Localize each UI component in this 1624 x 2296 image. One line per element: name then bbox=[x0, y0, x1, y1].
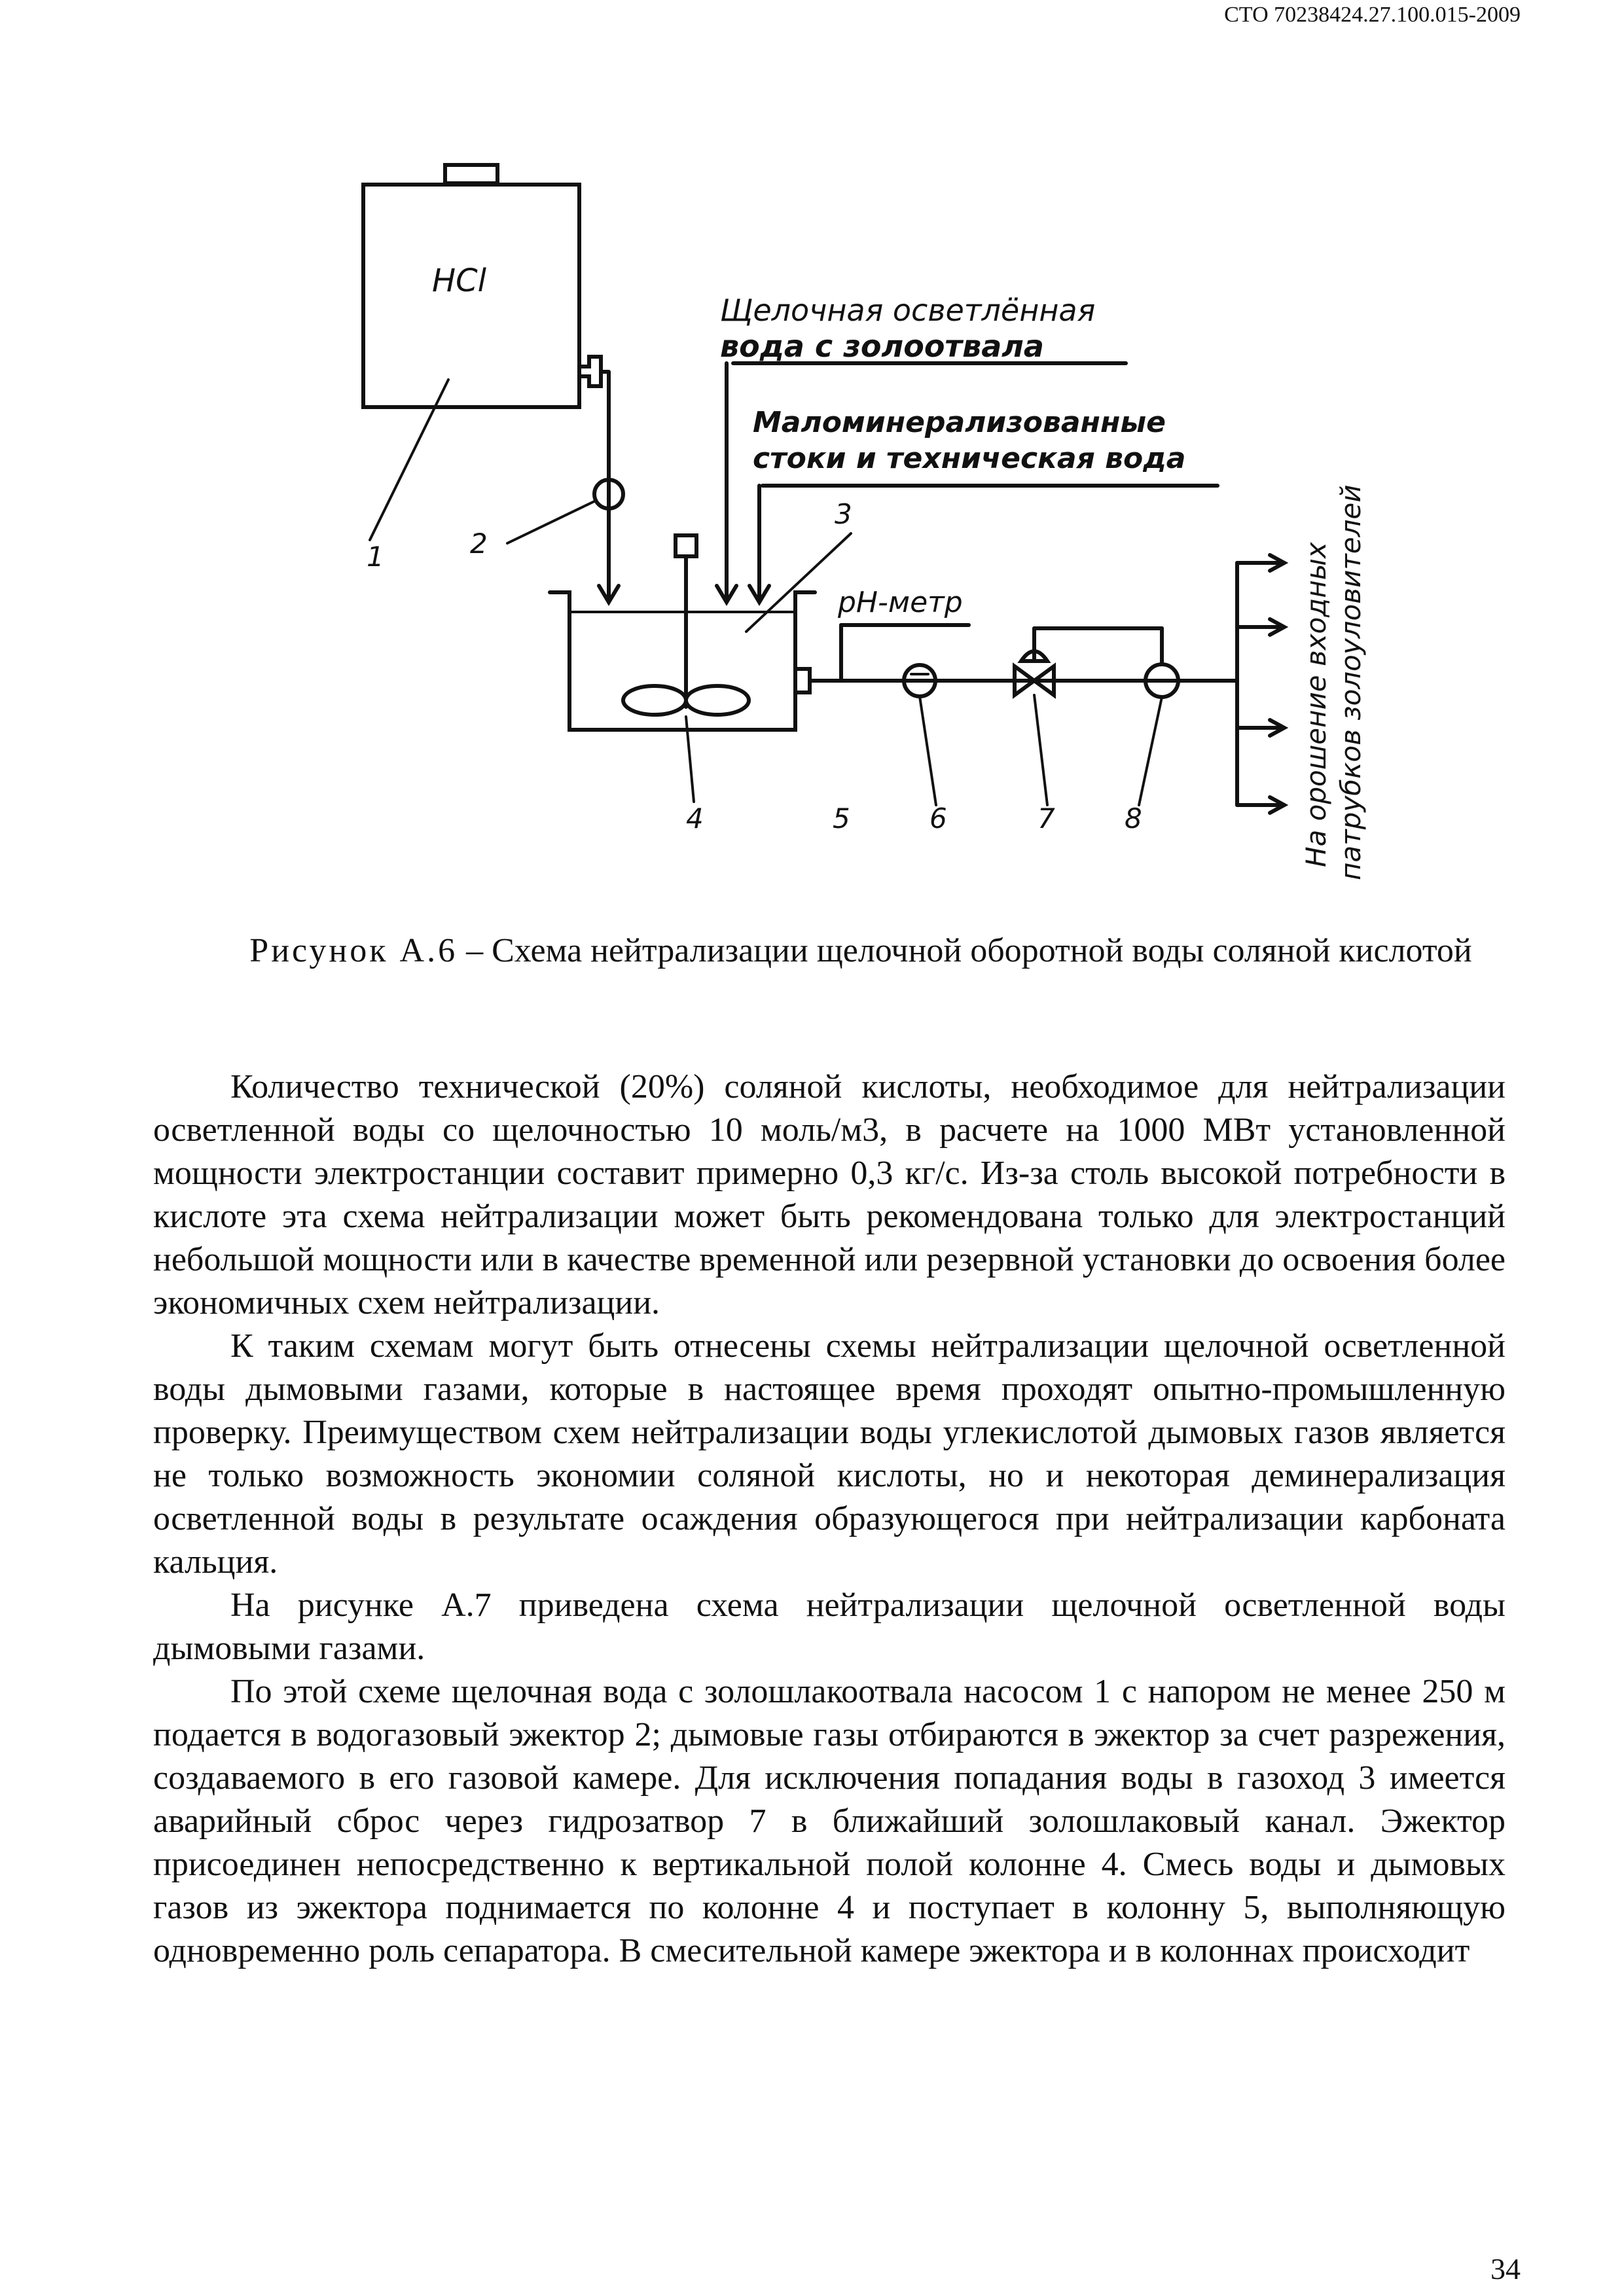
callout-7: 7 bbox=[1038, 802, 1055, 834]
paragraph-3: На рисунке А.7 приведена схема нейтрализации щелочной осветленной воды дымовыми газами. bbox=[153, 1587, 1506, 1667]
outlet-label-1: На орошение входных bbox=[1300, 542, 1332, 867]
callout-3: 3 bbox=[835, 498, 852, 530]
callout-5: 5 bbox=[833, 802, 850, 834]
figure-caption bbox=[209, 929, 1512, 973]
callout-6: 6 bbox=[929, 802, 947, 834]
paragraph-4: По этой схеме щелочная вода с золошлакоотвала насосом 1 с напором не менее 250 м подается в водогазовый эжектор 2; дымовые газы отбираются в эжектор за счет разрежения, создаваемого в его газовой камере. Для исключения попадания воды в газоход 3 имеется аварийный сброс через гидрозатвор 7 в ближайший золошлаковый канал. Эжектор присоединен непосредственно к вертикальной полой колонне 4. Смесь воды и дымовых газов из эжектора поднимается по колонне 4 и поступает в колонну 5, выполняющую одновременно роль сепаратора. В смесительной камере эжектора и в колоннах происходит bbox=[153, 1673, 1506, 1969]
figure-caption-lead: Рисунок А.6 bbox=[249, 932, 458, 969]
callout-2: 2 bbox=[470, 528, 488, 560]
neutralization-scheme-figure bbox=[0, 0, 1624, 936]
figure-caption-text: – Схема нейтрализации щелочной оборотной воды соляной кислотой bbox=[458, 932, 1472, 969]
paragraph-2: К таким схемам могут быть отнесены схемы нейтрализации щелочной осветленной воды дымовыми газами, которые в настоящее время проходят опытно-промышленную проверку. Преимуществом схем нейтрализации воды углекислотой дымовых газов является не только возможность экономии соляной кислоты, но и некоторая деминерализация осветленной воды в результате осаждения образующегося при нейтрализации карбоната кальция. bbox=[153, 1327, 1506, 1581]
stirrer-motor bbox=[676, 535, 696, 556]
callout-8: 8 bbox=[1125, 802, 1142, 834]
body-text bbox=[153, 1066, 1506, 1973]
tank-outlet-valve bbox=[579, 357, 601, 386]
low-mineral-water-label-1: Маломинерализованные bbox=[753, 406, 1166, 439]
ph-meter-label: рН-метр bbox=[838, 586, 963, 619]
tank-label: НСl bbox=[432, 262, 486, 299]
callout-4: 4 bbox=[686, 802, 704, 834]
page-number: 34 bbox=[1490, 2252, 1521, 2286]
callout-1: 1 bbox=[367, 541, 384, 573]
low-mineral-water-label-2: стоки и техническая вода bbox=[753, 442, 1186, 475]
document-code: СТО 70238424.27.100.015-2009 bbox=[1224, 3, 1521, 27]
alkaline-water-label-1: Щелочная осветлённая bbox=[720, 293, 1096, 328]
alkaline-water-label-2: вода с золоотвала bbox=[720, 329, 1044, 364]
tank-hatch bbox=[445, 165, 497, 183]
outlet-label-2: патрубков золоуловителей bbox=[1335, 484, 1367, 880]
paragraph-1: Количество технической (20%) соляной кислоты, необходимое для нейтрализации осветленной воды со щелочностью 10 моль/м3, в расчете на 1000 МВт установленной мощности электростанции составит примерно 0,3 кг/с. Из-за столь высокой потребности в кислоте эта схема нейтрализации может быть рекомендована только для электростанций небольшой мощности или в качестве временной или резервной установки до освоения более экономичных схем нейтрализации. bbox=[153, 1068, 1506, 1321]
scheme-diagram bbox=[0, 0, 1624, 936]
stirrer-blade bbox=[623, 686, 686, 715]
